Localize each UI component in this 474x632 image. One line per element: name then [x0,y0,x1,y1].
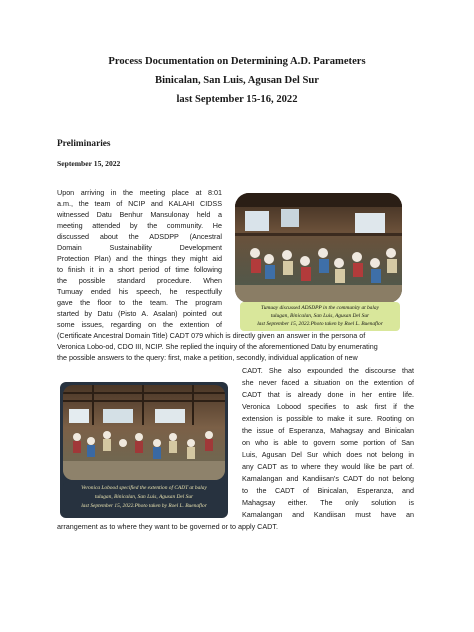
photo-2-caption-line: Veronica Lobood specified the extention of CADT at balay [81,485,207,491]
meeting-photo-2 [63,385,225,480]
body-line: a.m., the team of NCIP and KALAHI CIDSS [57,199,222,208]
body-line: discussed about the ADSDPP (Ancestral [57,232,222,241]
body-line: the possible standard procedure. When [57,276,222,285]
body-line: extension is possible to make it sure. Rooting on [242,414,414,423]
body-line: Mahagsay either. The only solution is [242,498,414,507]
photo-1-caption-line: tulugan, Binicalan, San Luis, Agusan Del Sur [270,313,370,319]
body-line: the issue of Esperanza, Mahagsay and Binicalan [242,426,414,435]
body-line: Upon arriving in the meeting place at 8:01 [57,188,222,197]
document-title: Process Documentation on Determining A.D. Parameters [108,56,366,67]
photo-2-caption-line: last September 15, 2022.Photo taken by Roel L. Buenaflor [81,503,207,509]
body-line: some issues, regarding on the extention of [57,320,222,329]
body-line: Kamalangan and Kandiisan's CADT do not belong [242,474,414,483]
photo-1-caption-line: last September 15, 2022.Photo taken by Roel L. Buenaflor [257,321,383,327]
photo-1-caption-line: Tumuay discussed ADSDPP in the community at balay [261,305,379,311]
body-line: started by Datu (Pisto A. Asalan) pointed out [57,309,222,318]
section-heading: Preliminaries [57,139,111,149]
body-line: meeting attended by the community. He [57,221,222,230]
body-line: Veronica Lobood specifies to ask first if the [242,402,414,411]
photo-2-caption-line: tulugan, Binicalan, San Luis, Agusan Del Sur [94,494,194,500]
body-line: to finish it in a short period of time following [57,265,222,274]
body-line: Tumuay ended his speech, he respectfully [57,287,222,296]
body-line: the possible answers to the query: first, make a petition, secondly, individual application of new [57,353,358,362]
document-location: Binicalan, San Luis, Agusan Del Sur [155,75,319,86]
body-line: arrangement as to where they want to be governed or to apply CADT. [57,522,278,531]
body-line: (Certificate Ancestral Domain Title) CADT 079 which is directly given an answer in the persona of [57,331,366,340]
meeting-photo-1-image [235,193,402,303]
body-line: any CADT as to where they would like be part of. [242,462,414,471]
body-line: gave the floor to the team. The program [57,298,222,307]
meeting-photo-1 [235,193,402,303]
body-line: Kamalangan and Kandiisan must have an [242,510,414,519]
body-line: Luis, Agusan Del Sur which does not belong in [242,450,414,459]
body-line: witnessed Datu Benhur Mansulonay held a [57,210,222,219]
section-date: September 15, 2022 [57,159,121,168]
body-line: on who is able to govern some portion of San [242,438,414,447]
document-date-range: last September 15-16, 2022 [176,94,298,105]
body-line: to the CADT of Binicalan, Esperanza, and [242,486,414,495]
body-line: Domain Sustainability Development [57,243,222,252]
body-line: she never faced a situation on the extention of [242,378,414,387]
body-line: Veronica Lobo-od, CDO III, NCIP. She replied the inquiry of the aforementioned Datu by enumerating [57,342,378,351]
body-line: Protection Plan) and the things they might aid [57,254,222,263]
meeting-photo-2-image [63,385,225,480]
body-line: CADT that is already done in her entire life. [242,390,414,399]
body-line: CADT. She also expounded the discourse that [242,366,414,375]
